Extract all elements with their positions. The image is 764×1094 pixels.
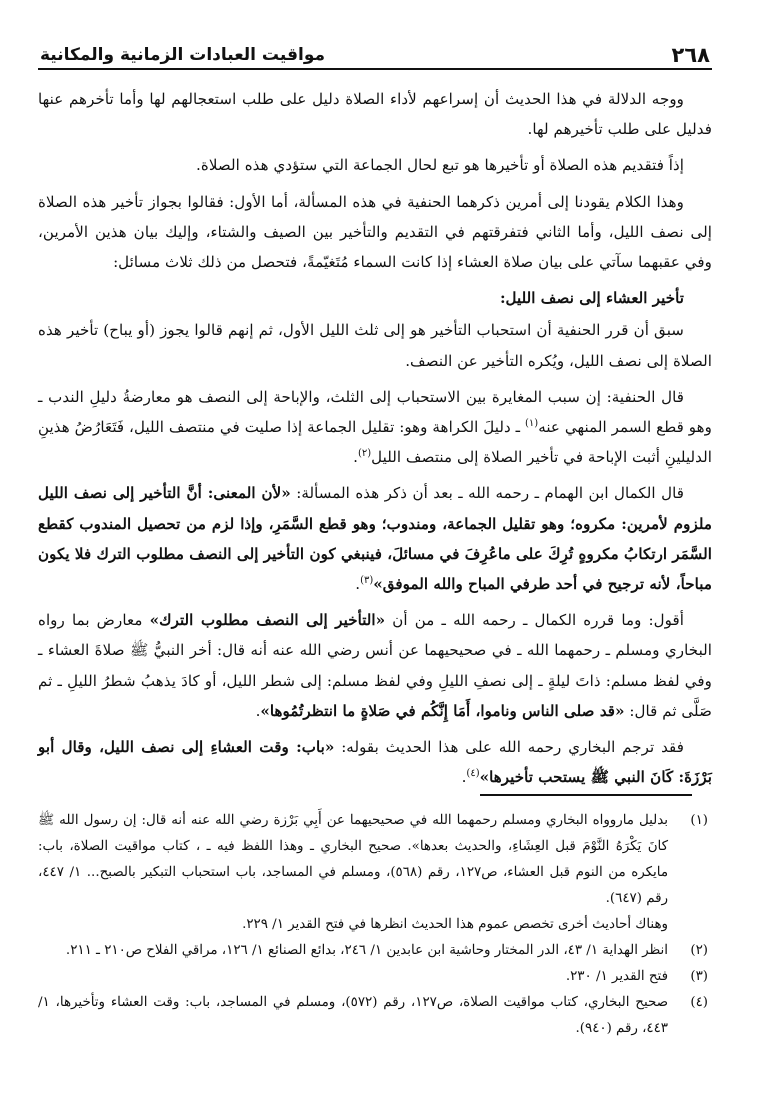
book-title: مواقيت العبادات الزمانية والمكانية	[40, 45, 325, 65]
paragraph-8-text-c: .	[461, 768, 467, 787]
footnote-number: (١)	[690, 813, 708, 828]
footnote-ref-1[interactable]: (١)	[525, 417, 539, 429]
footnote-ref-4[interactable]: (٤)	[466, 768, 480, 780]
quote-bukhari-chapter: «باب: وقت العشاءِ إلى نصف الليل، وقال أبو بَرْزَةَ: كَانَ النبي ﷺ يستحب تأخيرها»	[38, 738, 712, 787]
footnote-1-continuation: وهناك أحاديث أخرى تخصص عموم هذا الحديث انظرها في فتح القدير ١/ ٢٢٩.	[242, 917, 668, 932]
running-header	[38, 38, 712, 70]
paragraph-8-text-a: فقد ترجم البخاري رحمه الله على هذا الحديث بقوله:	[334, 738, 684, 757]
footnote-separator	[480, 794, 692, 796]
paragraph-6	[38, 478, 712, 599]
paragraph-5-text-c: .	[353, 448, 358, 467]
footnote-4	[38, 990, 712, 1042]
footnote-ref-3[interactable]: (٣)	[360, 574, 374, 586]
paragraph-7-text-b: معارض بما رواه البخاري ومسلم ـ رحمهما الله ـ في صحيحيهما عن أنس رضي الله عنه أنه قال: أخر النبيُّ ﷺ صلاةَ العشاء ـ وفي لفظ مسلم: ذاتَ ليلةٍ ـ إلى نصفِ الليلِ وفي لفظ مسلم: إلى شطر الليل، أو كادَ يذهبُ شطرُ الليلِ ـ ثم صَلَّى ثم قال:	[38, 611, 712, 720]
paragraph-5-text-b: ـ دليلَ الكراهة وهو: تقليل الجماعة إذا صليت في منتصف الليل، فَتَعَارُضُ هذينِ الدليلينِ أثبت الإباحة في تأخير الصلاة إلى منتصف الليل	[38, 418, 712, 467]
quote-kamal: «التأخير إلى النصف مطلوب الترك»	[149, 611, 386, 630]
paragraph-7-text-c: .	[255, 701, 261, 720]
paragraph-1: ووجه الدلالة في هذا الحديث أن إسراعهم لأداء الصلاة دليل على طلب استعجالهم لها وأما تأخرهم عنها فدليل على طلب تأخيرهم لها.	[38, 90, 712, 139]
footnote-1	[38, 808, 712, 912]
page-number: ٢٦٨	[671, 43, 710, 67]
footnote-ref-2[interactable]: (٢)	[357, 448, 372, 460]
paragraph-2: إذاً فتقديم هذه الصلاة أو تأخيرها هو تبع لحال الجماعة التي ستؤدي هذه الصلاة.	[196, 156, 684, 175]
quote-ibn-alhumam: «لأن المعنى: أنَّ التأخير إلى نصف الليل ملزوم لأمرين: مكروه؛ وهو تقليل الجماعة، ومندوب؛ وهو قطع السَّمَرِ، وإذا لزم من تحصيل المندوب كقطع السَّمَر ارتكابُ مكروهٍ تُرِكَ على ماعُرِفَ في مسائلَ، فينبغي كون التأخير إلى النصف مطلوب الترك فلا يكون مباحاً، لأنه ترجيح في أحد طرفي المباح والله الموفق»	[38, 484, 712, 594]
paragraph-3: وهذا الكلام يقودنا إلى أمرين ذكرهما الحنفية في هذه المسألة، أما الأول: فقالوا بجواز تأخير هذه الصلاة إلى نصف الليل، وأما الثاني فتفرقتهم في التقديم والتأخير بين الصيف والشتاء، وإليك بيان هذين الأمرين، وفي عقبهما سآتي على بيان صلاة العشاء إذا كانت السماء مُتَغيّمةً، فتحصل من ذلك ثلاث مسائل:	[38, 192, 712, 272]
footnote-2	[38, 938, 712, 964]
footnote-text: فتح القدير ١/ ٢٣٠.	[565, 969, 668, 984]
paragraph-7	[38, 605, 712, 726]
footnote-number: (٣)	[690, 969, 708, 984]
footnote-text: صحيح البخاري، كتاب مواقيت الصلاة، ص١٢٧، رقم (٥٧٢)، ومسلم في المساجد، باب: وقت العشاء وتأخيرها، ١/ ٤٤٣، رقم (٩٤٠).	[38, 995, 668, 1036]
paragraph-4: سبق أن قرر الحنفية أن استحباب التأخير هو إلى ثلث الليل الأول، ثم إنهم قالوا يجوز (أو يباح) تأخير هذه الصلاة إلى نصف الليل، ويُكره التأخير عن النصف.	[38, 321, 712, 370]
main-text	[38, 84, 712, 798]
paragraph-6-text-a: قال الكمال ابن الهمام ـ رحمه الله ـ بعد أن ذكر هذه المسألة:	[290, 484, 684, 503]
paragraph-8	[38, 732, 712, 792]
footnote-text: بدليل ماروواه البخاري ومسلم رحمهما الله في صحيحيهما عن أَبِي بَرْزة رضي الله عنه أنه قال: إن رسول الله ﷺ كانَ يَكْرَهُ النَّوْمَ قبل العِشَاءِ، والحديث بعدها». صحيح البخاري ـ وهذا اللفظ فيه ـ ، كتاب مواقيت الصلاة، باب: مايكره من النوم قبل العشاء، ص١٢٧، رقم (٥٦٨)، ومسلم في المساجد، باب استحباب التبكير بالصبح... ١/ ٤٤٧، رقم (٦٤٧).	[38, 813, 668, 906]
footnote-text: انظر الهداية ١/ ٤٣، الدر المختار وحاشية ابن عابدين ١/ ٢٤٦، بدائع الصنائع ١/ ١٢٦، مراقي الفلاح ص٢١٠ ـ ٢١١.	[65, 943, 668, 958]
section-heading: تأخير العشاء إلى نصف الليل:	[499, 289, 684, 308]
paragraph-5-text-a: قال الحنفية: إن سبب المغايرة بين الاستحباب إلى الثلث، والإباحة إلى النصف هو معارضةُ دليلِ الندب ـ وهو قطع السمر المنهي عنه	[38, 387, 712, 437]
footnotes	[38, 808, 712, 1042]
footnote-3	[38, 964, 712, 990]
footnote-number: (٢)	[690, 943, 708, 958]
paragraph-7-text-a: أقول: وما قرره الكمال ـ رحمه الله ـ من أن	[385, 611, 685, 630]
paragraph-6-text-c: .	[355, 575, 361, 594]
footnote-number: (٤)	[690, 995, 708, 1010]
paragraph-5	[38, 382, 712, 473]
quote-hadith: «قد صلى الناس وناموا، أَمَا إِنَّكُم في صَلاةٍ ما انتظرتُمُوها»	[260, 701, 625, 720]
